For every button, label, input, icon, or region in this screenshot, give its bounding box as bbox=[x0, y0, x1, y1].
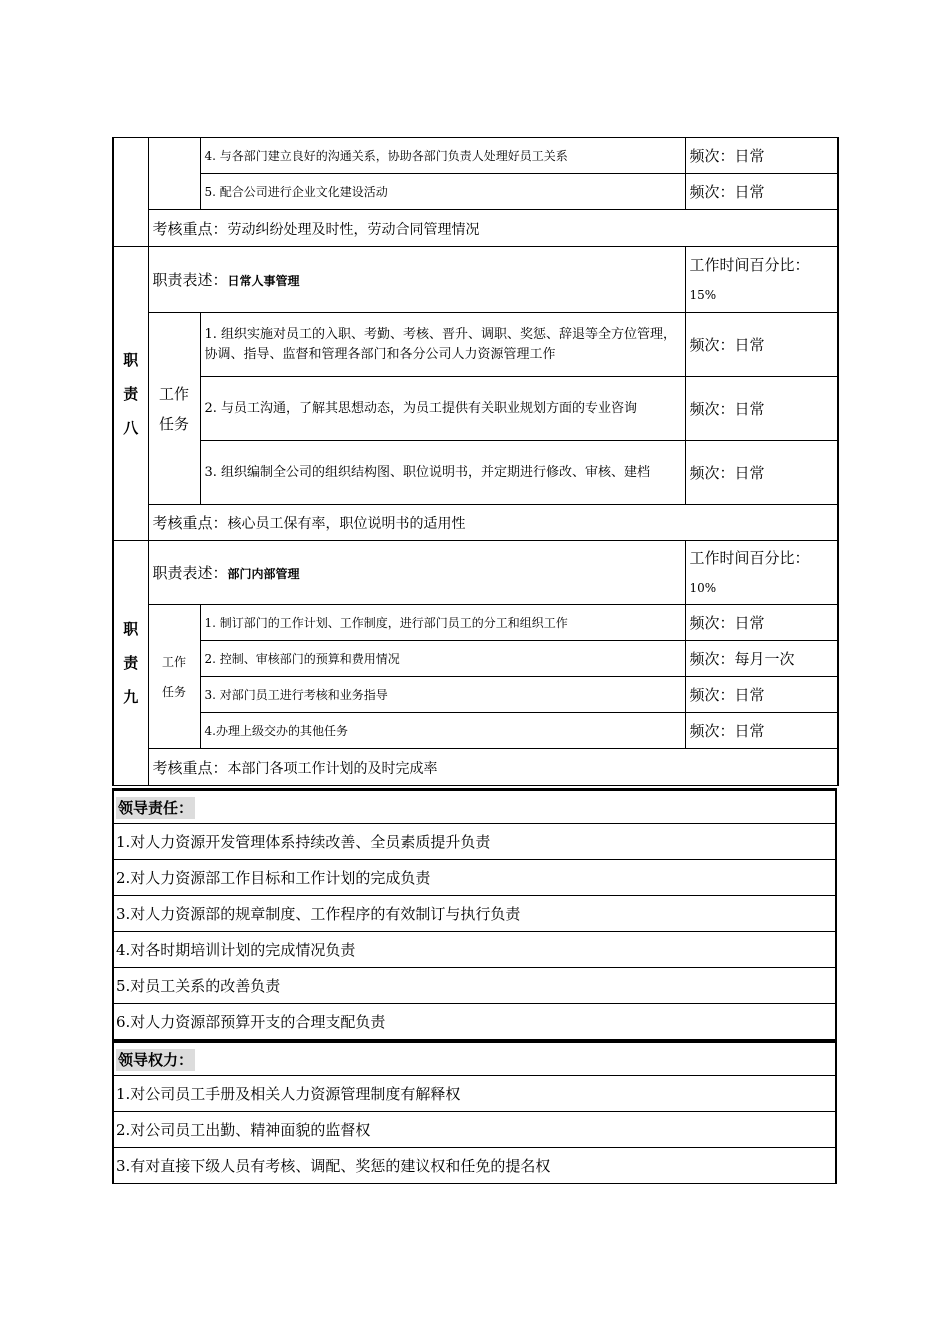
duty-side-label bbox=[113, 247, 148, 541]
task-text: 1. 制订部门的工作计划、工作制度，进行部门员工的分工和组织工作 bbox=[200, 605, 685, 641]
duty-desc-text: 部门内部管理 bbox=[227, 567, 300, 581]
task-row bbox=[113, 174, 838, 210]
side-char: 八 bbox=[123, 418, 139, 437]
section-header-row bbox=[113, 790, 836, 824]
task-label: 工作 bbox=[161, 654, 186, 669]
duty-desc-row bbox=[113, 541, 838, 605]
list-item: 1.对人力资源开发管理体系持续改善、全员素质提升负责 bbox=[113, 824, 836, 860]
task-row bbox=[113, 713, 838, 749]
list-item: 2.对公司员工出勤、精神面貌的监督权 bbox=[113, 1112, 836, 1148]
time-percent-cell bbox=[685, 541, 838, 605]
time-percent-value: 10% bbox=[689, 581, 717, 595]
task-frequency: 频次：日常 bbox=[685, 713, 838, 749]
task-text: 2. 与员工沟通，了解其思想动态，为员工提供有关职业规划方面的专业咨询 bbox=[200, 377, 685, 441]
task-text: 1. 组织实施对员工的入职、考勤、考核、晋升、调职、奖惩、辞退等全方位管理，协调、指导、监督和管理各部门和各分公司人力资源管理工作 bbox=[200, 313, 685, 377]
kpi-label: 考核重点： bbox=[152, 219, 228, 238]
list-item: 3.有对直接下级人员有考核、调配、奖惩的建议权和任免的提名权 bbox=[113, 1148, 836, 1184]
task-text: 4.办理上级交办的其他任务 bbox=[200, 713, 685, 749]
side-char: 职 bbox=[123, 620, 139, 638]
kpi-cell bbox=[148, 749, 838, 786]
task-label: 任务 bbox=[161, 684, 186, 699]
task-text: 2. 控制、审核部门的预算和费用情况 bbox=[200, 641, 685, 677]
kpi-text: 劳动纠纷处理及时性，劳动合同管理情况 bbox=[227, 221, 480, 238]
task-label-cell bbox=[148, 313, 200, 505]
task-frequency: 频次：日常 bbox=[685, 138, 838, 174]
side-char: 责 bbox=[123, 654, 139, 672]
duty-desc-cell bbox=[148, 247, 685, 313]
task-row bbox=[113, 677, 838, 713]
kpi-row bbox=[113, 505, 838, 541]
time-percent-label: 工作时间百分比： bbox=[689, 256, 810, 274]
duty-side-label bbox=[113, 138, 148, 247]
task-frequency: 频次：每月一次 bbox=[685, 641, 838, 677]
section-header-row bbox=[113, 1042, 836, 1076]
task-text: 4. 与各部门建立良好的沟通关系，协助各部门负责人处理好员工关系 bbox=[200, 138, 685, 174]
task-frequency: 频次：日常 bbox=[685, 441, 838, 505]
side-char: 职 bbox=[123, 350, 139, 369]
section-title-cell bbox=[113, 1042, 836, 1076]
task-row bbox=[113, 641, 838, 677]
time-percent-value: 15% bbox=[689, 288, 717, 302]
kpi-label: 考核重点： bbox=[152, 758, 228, 777]
task-row bbox=[113, 313, 838, 377]
kpi-row bbox=[113, 210, 838, 247]
task-label: 任务 bbox=[158, 414, 189, 433]
task-row bbox=[113, 441, 838, 505]
kpi-cell bbox=[148, 505, 838, 541]
time-percent-label: 工作时间百分比： bbox=[689, 549, 810, 567]
task-label: 工作 bbox=[158, 384, 189, 403]
list-item: 6.对人力资源部预算开支的合理支配负责 bbox=[113, 1004, 836, 1040]
section-title: 领导权力： bbox=[118, 1050, 194, 1069]
task-frequency: 频次：日常 bbox=[685, 605, 838, 641]
leadership-responsibility-table bbox=[112, 788, 837, 1040]
section-title: 领导责任： bbox=[118, 798, 194, 817]
time-percent-cell bbox=[685, 247, 838, 313]
kpi-text: 核心员工保有率，职位说明书的适用性 bbox=[227, 516, 466, 532]
duty-desc-row bbox=[113, 247, 838, 313]
leadership-power-table bbox=[112, 1040, 837, 1184]
task-frequency: 频次：日常 bbox=[685, 313, 838, 377]
side-char: 责 bbox=[123, 384, 139, 403]
duty-desc-label: 职责表述： bbox=[152, 564, 228, 582]
kpi-label: 考核重点： bbox=[152, 514, 228, 532]
kpi-row bbox=[113, 749, 838, 786]
task-frequency: 频次：日常 bbox=[685, 174, 838, 210]
list-item: 2.对人力资源部工作目标和工作计划的完成负责 bbox=[113, 860, 836, 896]
task-row bbox=[113, 138, 838, 174]
task-frequency: 频次：日常 bbox=[685, 677, 838, 713]
duty-table bbox=[112, 137, 839, 786]
list-item: 4.对各时期培训计划的完成情况负责 bbox=[113, 932, 836, 968]
duty-desc-label: 职责表述： bbox=[152, 271, 228, 289]
task-text: 3. 组织编制全公司的组织结构图、职位说明书，并定期进行修改、审核、建档 bbox=[200, 441, 685, 505]
task-row bbox=[113, 605, 838, 641]
task-text: 3. 对部门员工进行考核和业务指导 bbox=[200, 677, 685, 713]
side-char: 九 bbox=[123, 688, 139, 706]
list-item: 1.对公司员工手册及相关人力资源管理制度有解释权 bbox=[113, 1076, 836, 1112]
duty-side-label bbox=[113, 541, 148, 786]
section-title-cell bbox=[113, 790, 836, 824]
task-text: 5. 配合公司进行企业文化建设活动 bbox=[200, 174, 685, 210]
task-frequency: 频次：日常 bbox=[685, 377, 838, 441]
kpi-text: 本部门各项工作计划的及时完成率 bbox=[227, 760, 438, 777]
task-label-cell bbox=[148, 605, 200, 749]
task-row bbox=[113, 377, 838, 441]
task-label-cell bbox=[148, 138, 200, 210]
list-item: 5.对员工关系的改善负责 bbox=[113, 968, 836, 1004]
list-item: 3.对人力资源部的规章制度、工作程序的有效制订与执行负责 bbox=[113, 896, 836, 932]
kpi-cell bbox=[148, 210, 838, 247]
duty-desc-text: 日常人事管理 bbox=[227, 274, 300, 288]
duty-desc-cell bbox=[148, 541, 685, 605]
